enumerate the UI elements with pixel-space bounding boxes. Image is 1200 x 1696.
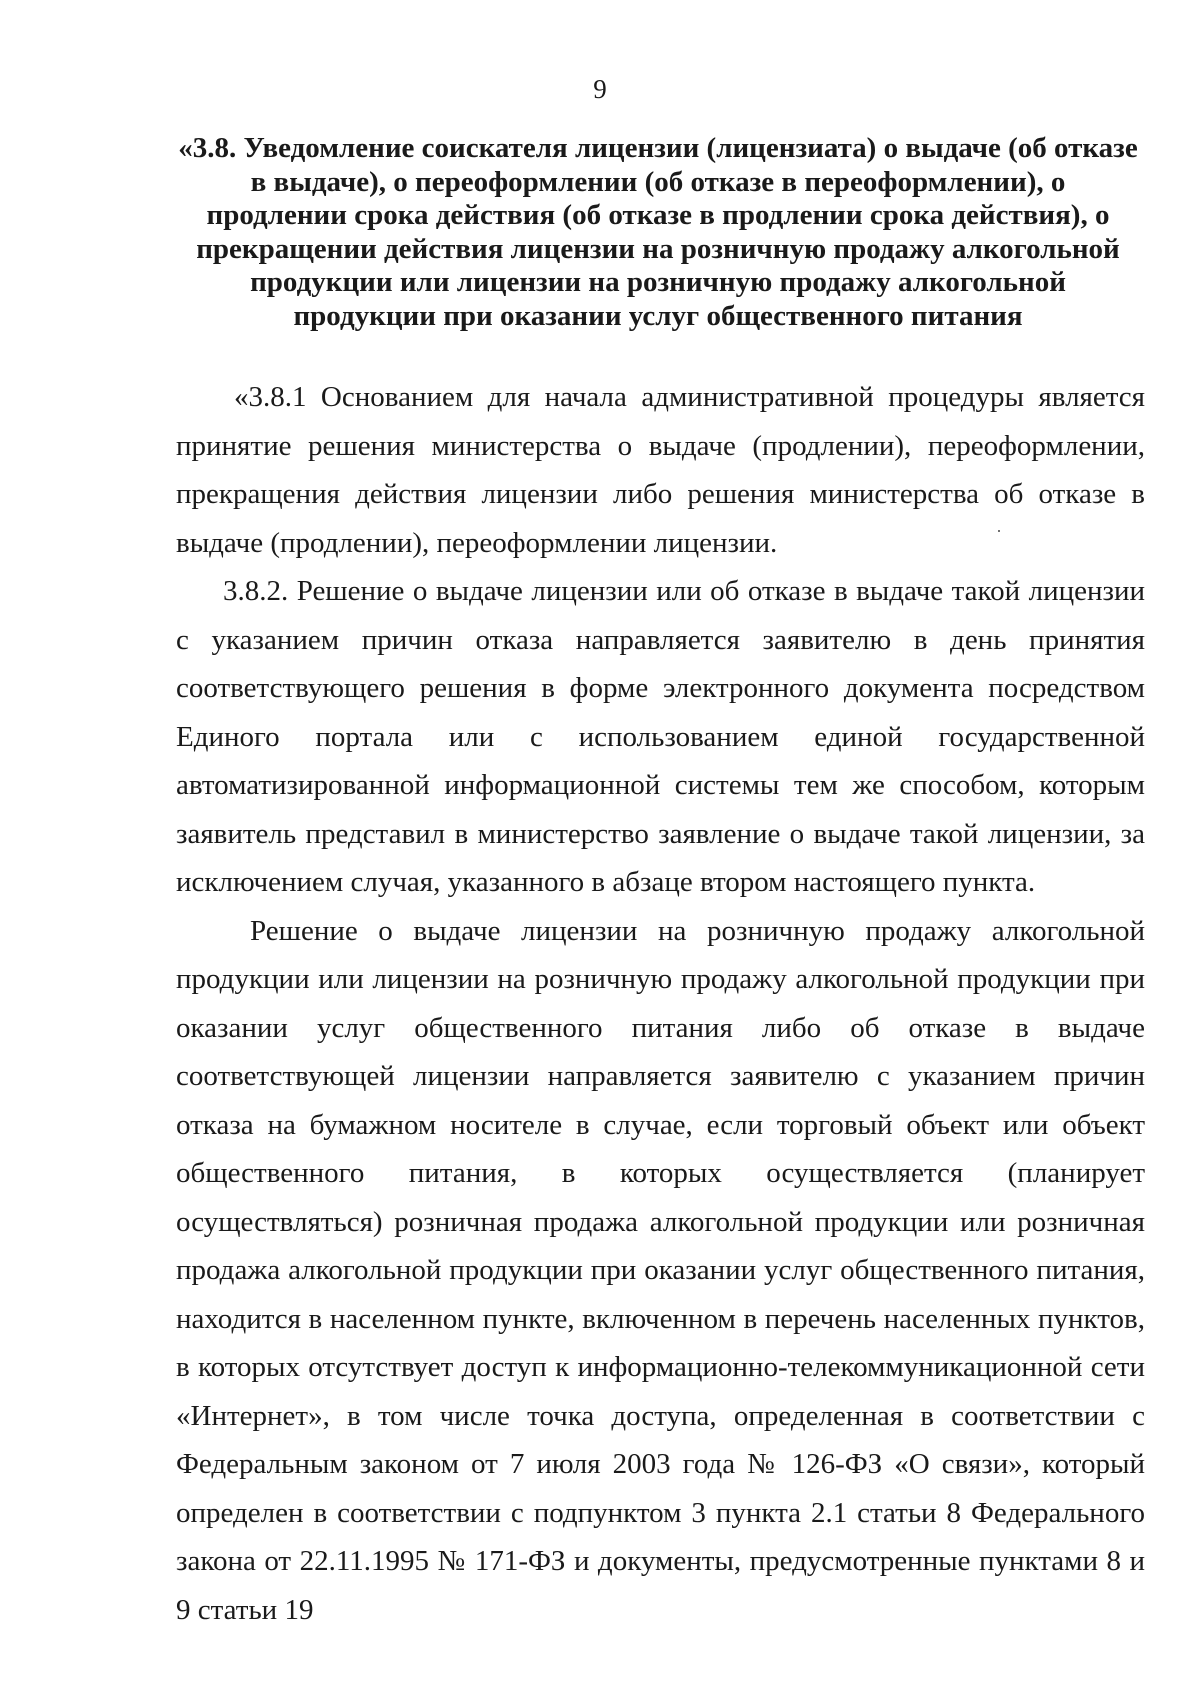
section-heading: «3.8. Уведомление соискателя лицензии (лицензиата) о выдаче (об отказе в выдаче), о переоформлении (об отказе в переоформлении), о продлении срока действия (об отказе в продлении срока действия), о прекращении действия лицензии на розничную продажу алкогольной продукции или лицензии на розничную продажу алкогольной продукции при оказании услуг общественного питания (178, 132, 1138, 332)
page-number: 9 (593, 74, 607, 104)
paragraph-3-8-2-second: Решение о выдаче лицензии на розничную продажу алкогольной продукции или лицензии на розничную продажу алкогольной продукции при оказании услуг общественного питания либо об отказе в выдаче соответствующей лицензии направляется заявителю с указанием причин отказа на бумажном носителе в случае, если торговый объект или объект общественного питания, в которых осуществляется (планирует осуществляться) розничная продажа алкогольной продукции или розничная продажа алкогольной продукции при оказании услуг общественного питания, находится в населенном пункте, включенном в перечень населенных пунктов, в которых отсутствует доступ к информационно-телекоммуникационной сети «Интернет», в том числе точка доступа, определенная в соответствии с Федеральным законом от 7 июля 2003 года № 126-ФЗ «О связи», который определен в соответствии с подпунктом 3 пункта 2.1 статьи 8 Федерального закона от 22.11.1995 № 171-ФЗ и документы, предусмотренные пунктами 8 и 9 статьи 19 (176, 914, 1145, 1626)
paragraph-3-8-1: «3.8.1 Основанием для начала административной процедуры является принятие решения министерства о выдаче (продлении), переоформлении, прекращения действия лицензии либо решения министерства об отказе в выдаче (продлении), переоформлении лицензии. (176, 381, 1145, 559)
paragraph-3-8-2: 3.8.2. Решение о выдаче лицензии или об отказе в выдаче такой лицензии с указанием причин отказа направляется заявителю в день принятия соответствующего решения в форме электронного документа посредством Единого портала или с использованием единой государственной автоматизированной информационной системы тем же способом, которым заявитель представил в министерство заявление о выдаче такой лицензии, за исключением случая, указанного в абзаце втором настоящего пункта. (176, 575, 1145, 898)
scan-speck (998, 530, 1000, 532)
document-body (176, 373, 1145, 1634)
